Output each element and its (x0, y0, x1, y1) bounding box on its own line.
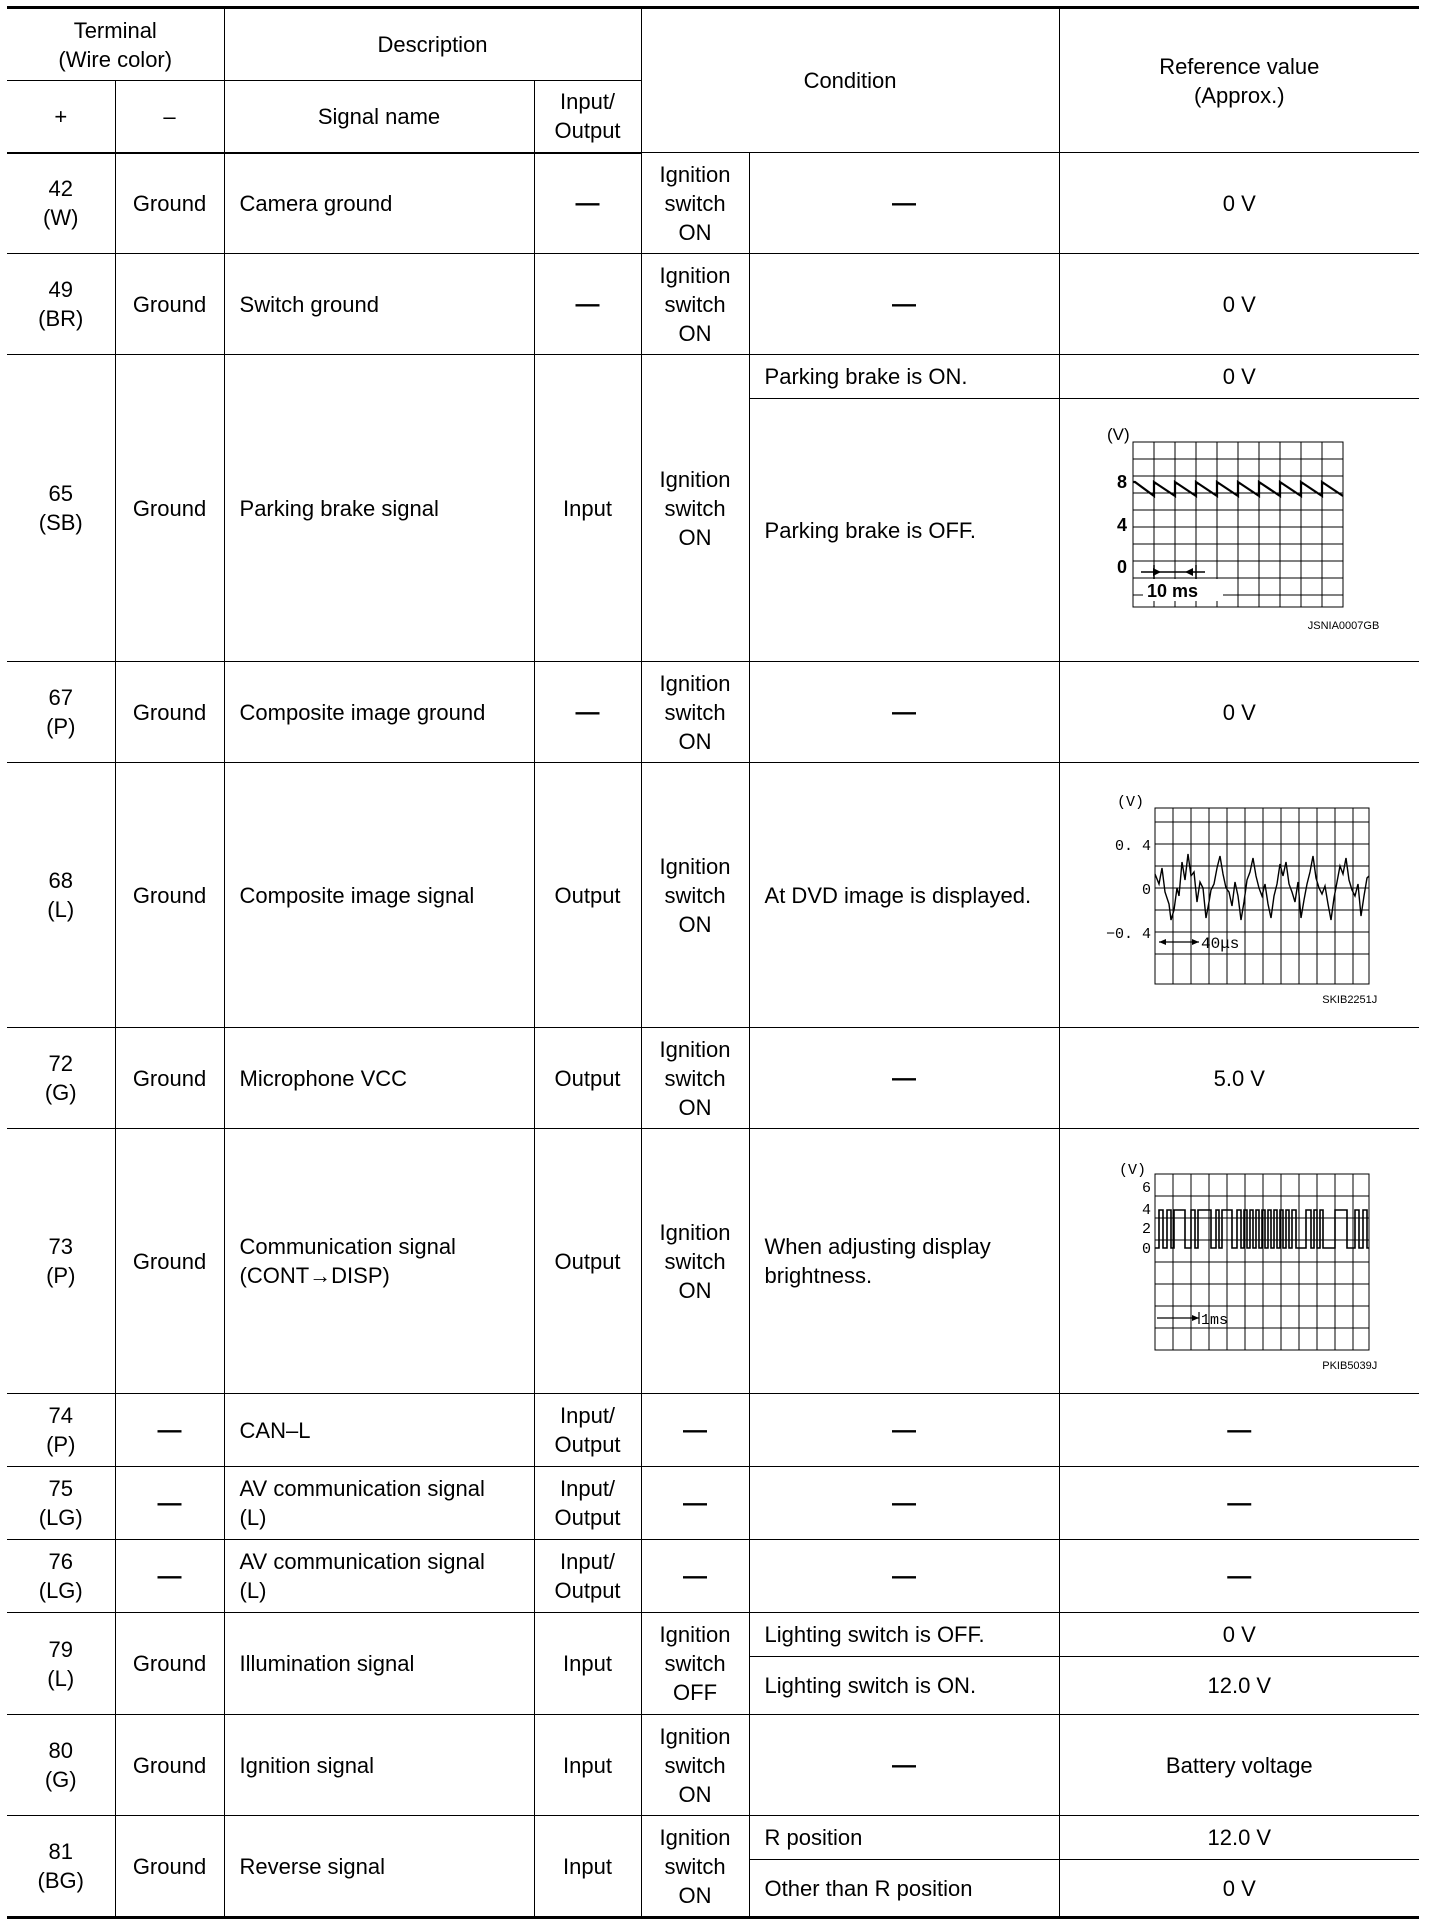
reference-value (1059, 763, 1419, 1028)
condition-detail: — (749, 1394, 1059, 1467)
condition-detail: Other than R position (749, 1860, 1059, 1918)
ignition-condition: Ignition switch ON (641, 662, 749, 763)
header-plus: + (7, 81, 115, 153)
terminal-plus: 65 (SB) (7, 355, 115, 662)
terminal-plus: 80 (G) (7, 1715, 115, 1816)
reference-value: 12.0 V (1059, 1657, 1419, 1715)
reference-value: 0 V (1059, 153, 1419, 254)
composite-wave-tick: 0 (1142, 881, 1152, 899)
terminal-minus: Ground (115, 153, 224, 254)
reference-value: 12.0 V (1059, 1816, 1419, 1860)
condition-detail: — (749, 1540, 1059, 1613)
terminal-minus: Ground (115, 1816, 224, 1918)
header-condition: Condition (641, 8, 1059, 153)
comm-wave-unit: (V) (1119, 1161, 1147, 1179)
composite-wave-tick: −0. 4 (1106, 925, 1152, 943)
header-terminal: Terminal (Wire color) (7, 8, 224, 81)
parking-brake-waveform (1099, 422, 1379, 632)
terminal-plus: 73 (P) (7, 1129, 115, 1394)
terminal-minus: — (115, 1467, 224, 1540)
terminal-minus: — (115, 1394, 224, 1467)
reference-value (1059, 1129, 1419, 1394)
terminal-minus: Ground (115, 355, 224, 662)
input-output: Input/ Output (534, 1467, 641, 1540)
terminal-minus: Ground (115, 1129, 224, 1394)
comm-wave-time: 1ms (1201, 1311, 1229, 1329)
condition-detail: When adjusting display brightness. (749, 1129, 1059, 1394)
header-reference-value: Reference value (Approx.) (1059, 8, 1419, 153)
terminal-plus: 67 (P) (7, 662, 115, 763)
input-output: Output (534, 1028, 641, 1129)
condition-detail: — (749, 1028, 1059, 1129)
condition-detail: — (749, 1467, 1059, 1540)
composite-wave-code: SKIB2251J (1322, 993, 1378, 1006)
condition-detail: — (749, 153, 1059, 254)
signal-name: Composite image signal (224, 763, 534, 1028)
terminal-minus: Ground (115, 662, 224, 763)
reference-value: — (1059, 1394, 1419, 1467)
signal-name: Illumination signal (224, 1613, 534, 1715)
composite-wave-unit: (V) (1117, 793, 1145, 811)
composite-wave-time: 40μs (1201, 934, 1240, 953)
terminal-plus: 76 (LG) (7, 1540, 115, 1613)
signal-name: Microphone VCC (224, 1028, 534, 1129)
condition-detail: Parking brake is ON. (749, 355, 1059, 399)
signal-name: Parking brake signal (224, 355, 534, 662)
reference-value: 0 V (1059, 1613, 1419, 1657)
terminal-minus: Ground (115, 1028, 224, 1129)
composite-wave-tick: 0. 4 (1115, 837, 1152, 855)
table-row (7, 1613, 1419, 1657)
parking-wave-time: 10 ms (1147, 580, 1199, 601)
terminal-minus: Ground (115, 254, 224, 355)
reference-value: 0 V (1059, 662, 1419, 763)
ignition-condition: — (641, 1394, 749, 1467)
condition-detail: Lighting switch is OFF. (749, 1613, 1059, 1657)
condition-detail: R position (749, 1816, 1059, 1860)
reference-value: 0 V (1059, 355, 1419, 399)
communication-trace (1155, 1210, 1369, 1248)
signal-name: Switch ground (224, 254, 534, 355)
input-output: Input/ Output (534, 1540, 641, 1613)
ignition-condition: Ignition switch ON (641, 254, 749, 355)
table-row (7, 1540, 1419, 1613)
terminal-minus: Ground (115, 1715, 224, 1816)
terminal-minus: Ground (115, 763, 224, 1028)
table-row (7, 1816, 1419, 1860)
parking-wave-tick: 0 (1117, 556, 1128, 577)
terminal-plus: 49 (BR) (7, 254, 115, 355)
condition-detail: Parking brake is OFF. (749, 399, 1059, 662)
signal-name: CAN–L (224, 1394, 534, 1467)
signal-name: AV communication signal (L) (224, 1467, 534, 1540)
input-output: — (534, 153, 641, 254)
reference-value (1059, 399, 1419, 662)
comm-wave-tick: 2 (1142, 1220, 1152, 1238)
table-row (7, 1129, 1419, 1394)
terminal-plus: 79 (L) (7, 1613, 115, 1715)
condition-detail: — (749, 1715, 1059, 1816)
signal-name: Ignition signal (224, 1715, 534, 1816)
input-output: Input (534, 1816, 641, 1918)
terminal-minus: — (115, 1540, 224, 1613)
table-row (7, 662, 1419, 763)
table-row (7, 1028, 1419, 1129)
ignition-condition: Ignition switch ON (641, 1816, 749, 1918)
signal-name: Composite image ground (224, 662, 534, 763)
signal-name: Camera ground (224, 153, 534, 254)
table-row (7, 1394, 1419, 1467)
condition-detail: Lighting switch is ON. (749, 1657, 1059, 1715)
reference-value: 0 V (1059, 254, 1419, 355)
table-row (7, 1715, 1419, 1816)
reference-value: 0 V (1059, 1860, 1419, 1918)
table-row (7, 153, 1419, 254)
header-description: Description (224, 8, 641, 81)
parking-wave-tick: 4 (1117, 514, 1128, 535)
terminal-plus: 72 (G) (7, 1028, 115, 1129)
input-output: Input/ Output (534, 1394, 641, 1467)
terminal-table (7, 6, 1419, 1919)
terminal-plus: 68 (L) (7, 763, 115, 1028)
ignition-condition: Ignition switch ON (641, 1028, 749, 1129)
communication-waveform (1099, 1158, 1379, 1372)
ignition-condition: Ignition switch ON (641, 1715, 749, 1816)
condition-detail: — (749, 254, 1059, 355)
ignition-condition: — (641, 1540, 749, 1613)
ignition-condition: — (641, 1467, 749, 1540)
table-row (7, 763, 1419, 1028)
input-output: — (534, 254, 641, 355)
input-output: Output (534, 1129, 641, 1394)
composite-image-waveform (1099, 792, 1379, 1006)
parking-wave-unit: (V) (1107, 424, 1130, 444)
condition-detail: At DVD image is displayed. (749, 763, 1059, 1028)
ignition-condition: Ignition switch ON (641, 153, 749, 254)
header-minus: – (115, 81, 224, 153)
ignition-condition: Ignition switch ON (641, 355, 749, 662)
terminal-plus: 74 (P) (7, 1394, 115, 1467)
table-row (7, 355, 1419, 399)
parking-wave-tick: 8 (1117, 471, 1128, 492)
input-output: — (534, 662, 641, 763)
ignition-condition: Ignition switch ON (641, 1129, 749, 1394)
input-output: Input (534, 355, 641, 662)
terminal-table-sheet (7, 6, 1419, 1919)
ignition-condition: Ignition switch ON (641, 763, 749, 1028)
terminal-plus: 75 (LG) (7, 1467, 115, 1540)
reference-value: Battery voltage (1059, 1715, 1419, 1816)
parking-brake-trace (1133, 482, 1343, 496)
parking-wave-code: JSNIA0007GB (1307, 619, 1380, 632)
comm-wave-code: PKIB5039J (1322, 1359, 1378, 1372)
terminal-plus: 42 (W) (7, 153, 115, 254)
table-row (7, 254, 1419, 355)
reference-value: — (1059, 1467, 1419, 1540)
condition-detail: — (749, 662, 1059, 763)
table-row (7, 1467, 1419, 1540)
header-input-output: Input/ Output (534, 81, 641, 153)
terminal-minus: Ground (115, 1613, 224, 1715)
reference-value: 5.0 V (1059, 1028, 1419, 1129)
comm-wave-tick: 6 (1142, 1179, 1152, 1197)
terminal-plus: 81 (BG) (7, 1816, 115, 1918)
header-signal-name: Signal name (224, 81, 534, 153)
comm-wave-tick: 0 (1142, 1240, 1152, 1258)
ignition-condition: Ignition switch OFF (641, 1613, 749, 1715)
comm-wave-tick: 4 (1142, 1201, 1152, 1219)
input-output: Input (534, 1613, 641, 1715)
reference-value: — (1059, 1540, 1419, 1613)
input-output: Input (534, 1715, 641, 1816)
input-output: Output (534, 763, 641, 1028)
signal-name: AV communication signal (L) (224, 1540, 534, 1613)
signal-name: Reverse signal (224, 1816, 534, 1918)
signal-name: Communication signal (CONT→DISP) (224, 1129, 534, 1394)
